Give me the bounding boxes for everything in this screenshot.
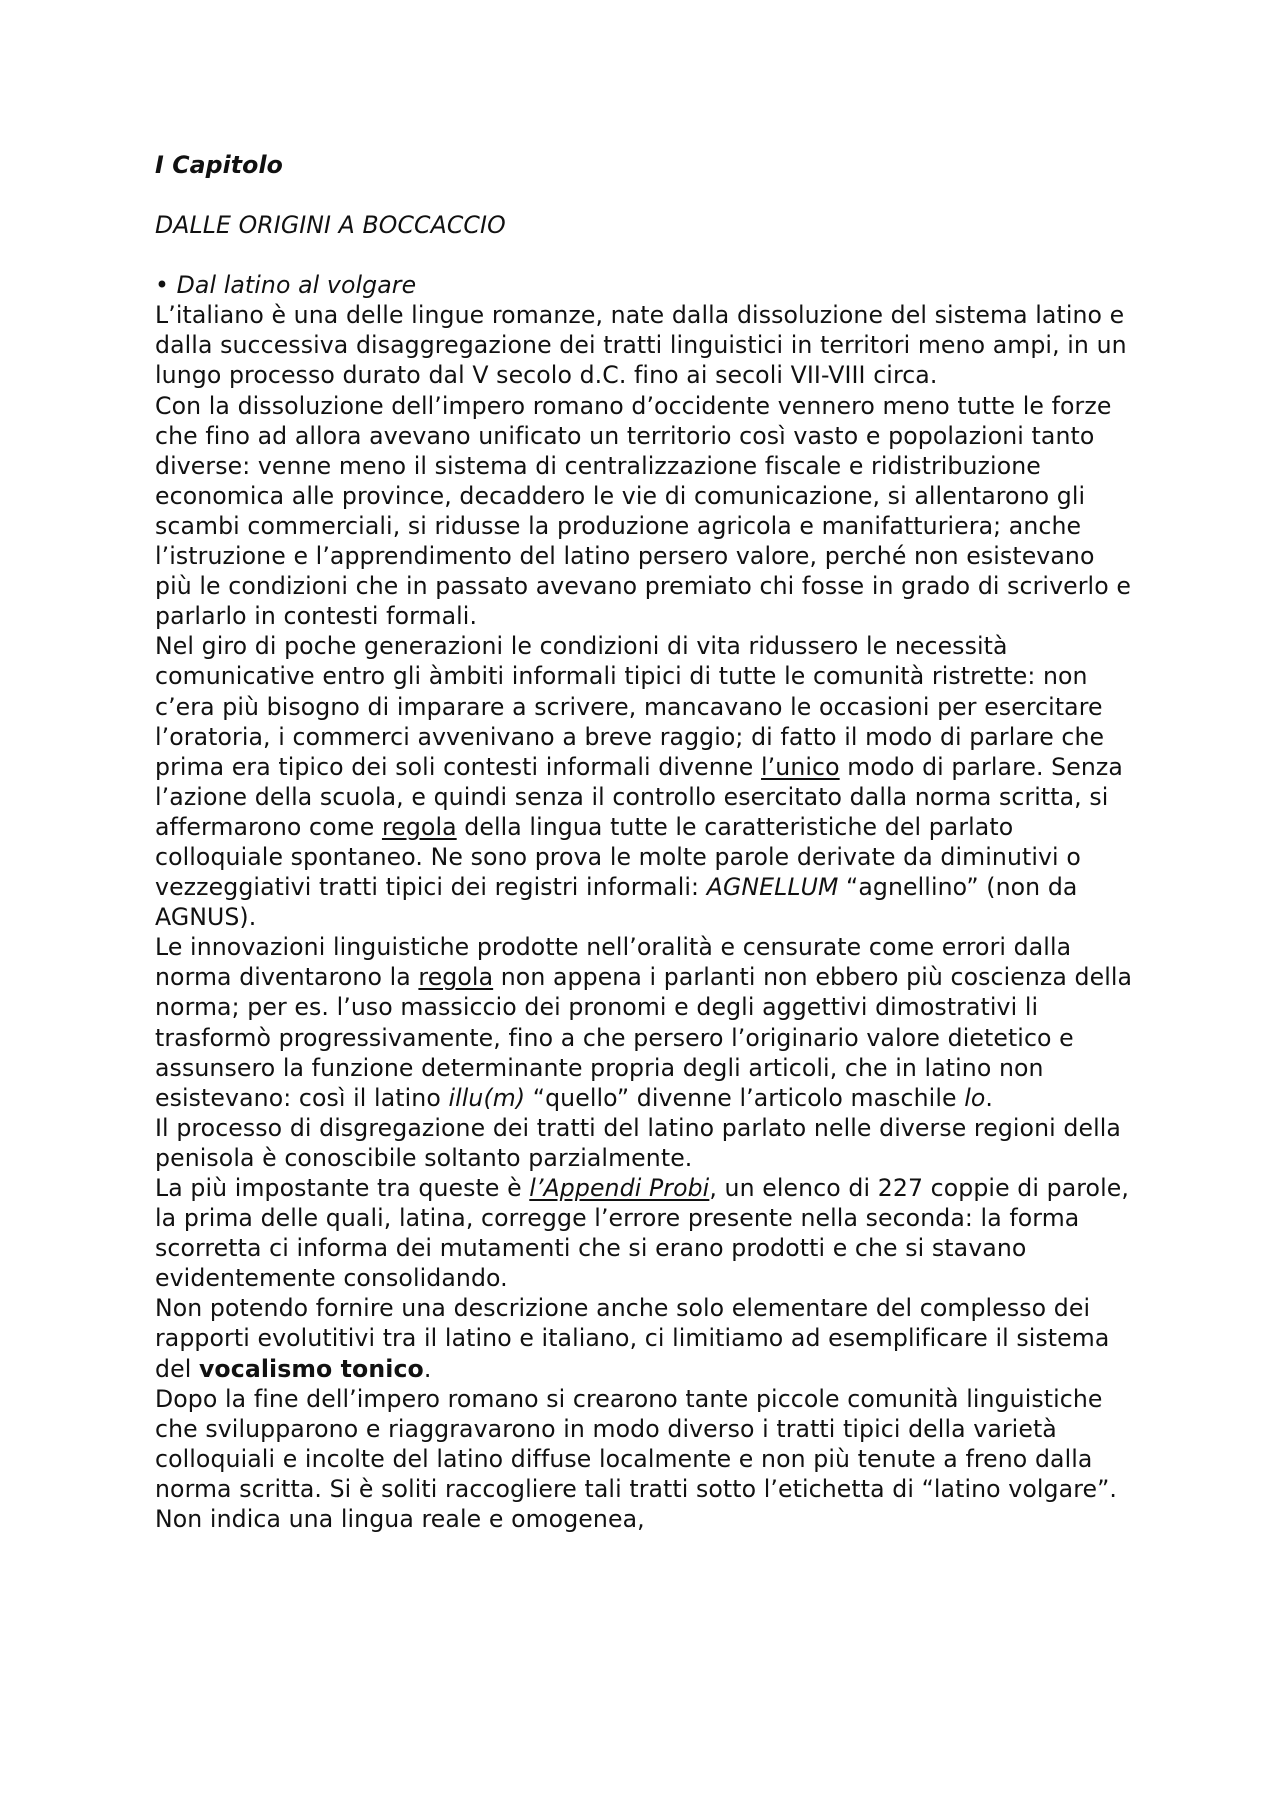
text-run: . bbox=[985, 1083, 994, 1112]
italic-text: AGNELLUM bbox=[706, 873, 839, 902]
text-run: Dopo la fine dell’impero romano si crearono tante piccole comunità linguistiche che svilupparono e riaggravarono in modo diverso i tratti tipici della varietà colloquiali e incolte del latino diffuse localmente e non più tenute a freno dalla norma scritta. Si è soliti raccogliere tali tratti sotto l’etichetta di “latino volgare”. Non indica una lingua reale e omogenea, bbox=[155, 1384, 1118, 1534]
underlined-text: l’unico bbox=[761, 752, 840, 781]
bold-text: vocalismo tonico bbox=[198, 1354, 424, 1383]
paragraph-list bbox=[155, 300, 1135, 1534]
text-run: . bbox=[423, 1354, 432, 1383]
chapter-subtitle: DALLE ORIGINI A BOCCACCIO bbox=[155, 211, 506, 240]
body-paragraph bbox=[155, 391, 1135, 632]
text-run: Con la dissoluzione dell’impero romano d’occidente vennero meno tutte le forze che fino ad allora avevano unificato un territorio così vasto e popolazioni tanto diverse: venne meno il sistema di centralizzazione fiscale e ridistribuzione economica alle province, decaddero le vie di comunicazione, si allentarono gli scambi commerciali, si ridusse la produzione agricola e manifatturiera; anche l’istruzione e l’apprendimento del latino persero valore, perché non esistevano più le condizioni che in passato avevano premiato chi fosse in grado di scriverlo e parlarlo in contesti formali. bbox=[155, 391, 1131, 631]
body-paragraph bbox=[155, 1173, 1135, 1293]
body-paragraph bbox=[155, 932, 1135, 1113]
text-run: L’italiano è una delle lingue romanze, nate dalla dissoluzione del sistema latino e dalla successiva disaggregazione dei tratti linguistici in territori meno ampi, in un lungo processo durato dal V secolo d.C. fino ai secoli VII-VIII circa. bbox=[155, 301, 1127, 390]
chapter-heading: I Capitolo bbox=[155, 151, 283, 179]
section-heading: • Dal latino al volgare bbox=[155, 271, 417, 300]
underlined-text: regola bbox=[381, 812, 457, 841]
text-run: “agnellino” (non da AGNUS). bbox=[155, 873, 1078, 932]
text-run: “quello” divenne l’articolo maschile bbox=[525, 1083, 965, 1112]
text-run: , un elenco di 227 coppie di parole, la prima delle quali, latina, corregge l’errore presente nella seconda: la forma scorretta ci informa dei mutamenti che si erano prodotti e che si stavano evidentemente consolidando. bbox=[155, 1174, 1129, 1293]
underlined-text: l’Appendi Probi bbox=[529, 1174, 710, 1202]
text-run: non appena i parlanti non ebbero più coscienza della norma; per es. l’uso massiccio dei pronomi e degli aggettivi dimostrativi li trasformò progressivamente, fino a che persero l’originario valore dietetico e assunsero la funzione determinante propria degli articoli, che in latino non esistevano: così il latino bbox=[155, 963, 1133, 1112]
italic-text: illu(m) bbox=[448, 1083, 526, 1112]
text-run: La più impostante tra queste è bbox=[155, 1174, 530, 1202]
text-run: Le innovazioni linguistiche prodotte nell’oralità e censurate come errori dalla norma diventarono la bbox=[155, 933, 1072, 992]
underlined-text: regola bbox=[418, 963, 494, 992]
body-paragraph bbox=[155, 300, 1135, 390]
body-paragraph bbox=[155, 1384, 1135, 1534]
document-body bbox=[155, 150, 1135, 1534]
body-paragraph bbox=[155, 631, 1135, 932]
text-run: Nel giro di poche generazioni le condizioni di vita ridussero le necessità comunicative entro gli àmbiti informali tipici di tutte le comunità ristrette: non c’era più bisogno di imparare a scrivere, mancavano le occasioni per esercitare l’oratoria, i commerci avvenivano a breve raggio; di fatto il modo di parlare che prima era tipico dei soli contesti informali divenne bbox=[155, 632, 1105, 781]
text-run: modo di parlare. Senza l’azione della scuola, e quindi senza il controllo esercitato dalla norma scritta, si affermarono come bbox=[155, 752, 1123, 841]
text-run: Il processo di disgregazione dei tratti del latino parlato nelle diverse regioni della penisola è conoscibile soltanto parzialmente. bbox=[155, 1113, 1121, 1172]
body-paragraph bbox=[155, 1113, 1135, 1173]
italic-text: lo bbox=[964, 1083, 986, 1112]
text-run: della lingua tutte le caratteristiche del parlato colloquiale spontaneo. Ne sono prova le molte parole derivate da diminutivi o vezzeggiativi tratti tipici dei registri informali: bbox=[155, 812, 1081, 902]
text-run: Non potendo fornire una descrizione anche solo elementare del complesso dei rapporti evolutitivi tra il latino e italiano, ci limitiamo ad esemplificare il sistema del bbox=[155, 1294, 1110, 1383]
body-paragraph bbox=[155, 1293, 1135, 1383]
